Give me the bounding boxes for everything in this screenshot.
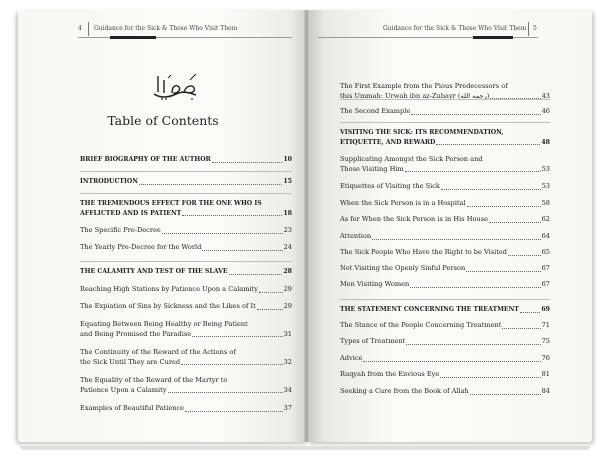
toc-page-number: 69 bbox=[541, 306, 550, 313]
dot-leader bbox=[502, 328, 540, 329]
toc-entry[interactable] bbox=[80, 320, 292, 339]
toc-page-number: 15 bbox=[283, 178, 292, 185]
toc-page-number: 34 bbox=[283, 385, 292, 394]
toc-page-number: 62 bbox=[541, 215, 550, 223]
toc-entry-title: Seeking a Cure from the Book of Allah bbox=[340, 387, 469, 395]
toc-entry[interactable] bbox=[80, 348, 292, 367]
page-edges-left bbox=[20, 446, 308, 450]
toc-entry-title: The Continuity of the Reward of the Actions of bbox=[80, 348, 236, 356]
right-page-number: 5 bbox=[533, 25, 537, 32]
toc-page-number: 58 bbox=[541, 199, 550, 207]
toc-entry-title: The Second Example bbox=[340, 107, 411, 115]
toc-page-number: 43 bbox=[541, 91, 550, 100]
toc-entry[interactable] bbox=[80, 376, 292, 395]
section-divider bbox=[340, 122, 550, 123]
dot-leader bbox=[436, 144, 540, 145]
toc-entry[interactable] bbox=[80, 155, 292, 165]
dot-leader bbox=[508, 255, 541, 256]
toc-page-number: 10 bbox=[283, 156, 292, 163]
dot-leader bbox=[440, 377, 540, 378]
dot-leader bbox=[363, 361, 540, 362]
toc-entry-title: INTRODUCTION bbox=[80, 178, 138, 185]
toc-entry-title: The Expiation of Sins by Sickness and the Likes of It bbox=[80, 302, 256, 310]
toc-entry-title: and Being Promised the Paradise bbox=[80, 329, 192, 338]
header-separator bbox=[528, 22, 529, 36]
toc-entry[interactable] bbox=[340, 387, 550, 397]
toc-page-number: 76 bbox=[541, 354, 550, 362]
arabic-calligraphy-title bbox=[146, 68, 206, 102]
toc-entry-title: Reaching High Stations by Patience Upon a Calamity bbox=[80, 285, 258, 293]
right-running-header: Guidance for the Sick & Those Who Visit Them bbox=[383, 25, 527, 32]
toc-entry-title: The Sick People Who Have the Right to be Visited bbox=[340, 248, 508, 256]
toc-heading: Table of Contents bbox=[107, 113, 219, 128]
toc-entry[interactable] bbox=[80, 267, 292, 277]
toc-entry[interactable] bbox=[340, 182, 550, 192]
toc-entry[interactable] bbox=[340, 199, 550, 209]
dot-leader bbox=[372, 239, 541, 240]
toc-entry-title: this Ummah: Urwah ibn az-Zubayr (رحمه الله) bbox=[340, 91, 490, 100]
dot-leader bbox=[406, 344, 540, 345]
toc-entry-title: Those Visiting Him bbox=[340, 164, 404, 173]
toc-page-number: 48 bbox=[541, 138, 550, 146]
toc-entry-title: Men Visiting Women bbox=[340, 280, 410, 288]
toc-entry-title: the Sick Until They are Cured bbox=[80, 357, 181, 366]
toc-entry-title: Not Visiting the Openly Sinful Person bbox=[340, 264, 466, 272]
toc-page-number: 53 bbox=[541, 164, 550, 173]
toc-entry-title: THE STATEMENT CONCERNING THE TREATMENT bbox=[340, 306, 519, 313]
toc-entry[interactable] bbox=[80, 243, 292, 253]
toc-entry[interactable] bbox=[340, 232, 550, 242]
right-page bbox=[308, 10, 592, 442]
toc-page-number: 28 bbox=[283, 268, 292, 275]
left-page bbox=[18, 10, 308, 442]
dot-leader bbox=[470, 394, 541, 395]
open-book bbox=[14, 10, 594, 446]
toc-entry-title: Equating Between Being Healthy or Being Patient bbox=[80, 320, 248, 328]
toc-entry-title: BRIEF BIOGRAPHY OF THE AUTHOR bbox=[80, 156, 211, 163]
toc-page-number: 53 bbox=[541, 182, 550, 190]
toc-entry[interactable] bbox=[80, 285, 292, 295]
toc-entry[interactable] bbox=[80, 177, 292, 187]
dot-leader bbox=[441, 189, 541, 190]
toc-entry[interactable] bbox=[340, 264, 550, 274]
toc-entry[interactable] bbox=[340, 305, 550, 315]
dot-leader bbox=[229, 274, 283, 275]
toc-page-number: 23 bbox=[283, 226, 292, 234]
dot-leader bbox=[185, 411, 283, 412]
dot-leader bbox=[192, 336, 283, 337]
header-rule-accent bbox=[110, 36, 156, 39]
toc-page-number: 31 bbox=[283, 329, 292, 338]
toc-entry[interactable] bbox=[340, 321, 550, 331]
dot-leader bbox=[181, 364, 283, 365]
toc-entry[interactable] bbox=[80, 226, 292, 236]
toc-page-number: 29 bbox=[283, 302, 292, 310]
toc-entry[interactable] bbox=[340, 248, 550, 258]
toc-entry[interactable] bbox=[340, 280, 550, 290]
toc-entry-title: The Stance of the People Concerning Treatment bbox=[340, 321, 502, 329]
dot-leader bbox=[162, 233, 283, 234]
toc-entry-title: Patience Upon a Calamity bbox=[80, 385, 167, 394]
toc-entry-title: The Equality of the Reward of the Martyr to bbox=[80, 376, 228, 384]
toc-page-number: 32 bbox=[283, 357, 292, 366]
toc-entry[interactable] bbox=[340, 107, 550, 117]
toc-entry[interactable] bbox=[80, 404, 292, 414]
section-divider bbox=[80, 171, 292, 172]
toc-entry-title: When the Sick Person is in a Hospital bbox=[340, 199, 466, 207]
toc-page-number: 75 bbox=[541, 337, 550, 345]
toc-entry-title: THE TREMENDOUS EFFECT FOR THE ONE WHO IS bbox=[80, 200, 262, 207]
section-divider bbox=[340, 299, 550, 300]
toc-entry-title: AFFLICTED AND IS PATIENT bbox=[80, 209, 182, 217]
toc-entry-title: The Specific Pre-Decree bbox=[80, 226, 161, 234]
toc-page-number: 67 bbox=[541, 264, 550, 272]
toc-page-number: 18 bbox=[283, 209, 292, 217]
toc-page-number: 37 bbox=[283, 404, 292, 412]
dot-leader bbox=[257, 309, 283, 310]
dot-leader bbox=[520, 312, 540, 313]
section-divider bbox=[340, 99, 550, 100]
dot-leader bbox=[259, 292, 283, 293]
section-divider bbox=[80, 261, 292, 262]
dot-leader bbox=[411, 114, 540, 115]
toc-entry[interactable] bbox=[340, 215, 550, 225]
toc-page-number: 64 bbox=[541, 232, 550, 240]
toc-entry-title: Ruqyah from the Envious Eye bbox=[340, 370, 440, 378]
toc-entry[interactable] bbox=[340, 128, 550, 147]
header-separator bbox=[88, 22, 89, 36]
toc-entry-title: ETIQUETTE, AND REWARD bbox=[340, 138, 436, 146]
page-edges-right bbox=[308, 446, 590, 450]
toc-page-number: 71 bbox=[541, 321, 550, 329]
dot-leader bbox=[202, 250, 282, 251]
dot-leader bbox=[168, 392, 283, 393]
toc-entry[interactable] bbox=[80, 199, 292, 218]
toc-entry-title: Supplicating Amongst the Sick Person and bbox=[340, 155, 483, 163]
toc-entry-title: The Yearly Pre-Decree for the World bbox=[80, 243, 202, 251]
dot-leader bbox=[182, 215, 282, 216]
dot-leader bbox=[410, 287, 540, 288]
dot-leader bbox=[405, 171, 541, 172]
toc-entry[interactable] bbox=[340, 337, 550, 347]
toc-entry-title: Types of Treatment bbox=[340, 337, 406, 345]
dot-leader bbox=[139, 184, 282, 185]
toc-entry[interactable] bbox=[80, 302, 292, 312]
dot-leader bbox=[467, 206, 541, 207]
toc-entry-title: As for When the Sick Person is in His House bbox=[340, 215, 488, 223]
toc-entry[interactable] bbox=[340, 155, 550, 174]
toc-entry-title: Advice bbox=[340, 354, 363, 362]
toc-page-number: 65 bbox=[541, 248, 550, 256]
toc-page-number: 81 bbox=[541, 370, 550, 378]
toc-entry-title: Attention bbox=[340, 232, 372, 240]
toc-entry-title: The First Example from the Pious Predecessors of bbox=[340, 82, 508, 90]
toc-entry-title: THE CALAMITY AND TEST OF THE SLAVE bbox=[80, 268, 228, 275]
toc-page-number: 67 bbox=[541, 280, 550, 288]
header-rule-accent bbox=[473, 36, 513, 39]
dot-leader bbox=[466, 271, 540, 272]
left-running-header: Guidance for the Sick & Those Who Visit Them bbox=[94, 25, 238, 32]
left-page-number: 4 bbox=[78, 25, 82, 32]
toc-entry-title: Examples of Beautiful Patience bbox=[80, 404, 185, 412]
toc-page-number: 29 bbox=[283, 285, 292, 293]
toc-page-number: 24 bbox=[283, 243, 292, 251]
toc-page-number: 84 bbox=[541, 387, 550, 395]
toc-entry-title: Etiquettes of Visiting the Sick bbox=[340, 182, 440, 190]
dot-leader bbox=[212, 162, 283, 163]
dot-leader bbox=[489, 222, 541, 223]
section-divider bbox=[80, 193, 292, 194]
toc-entry[interactable] bbox=[340, 370, 550, 380]
toc-entry-title: VISITING THE SICK: ITS RECOMMENDATION, bbox=[340, 129, 504, 136]
toc-entry[interactable] bbox=[340, 354, 550, 364]
toc-page-number: 46 bbox=[541, 107, 550, 115]
